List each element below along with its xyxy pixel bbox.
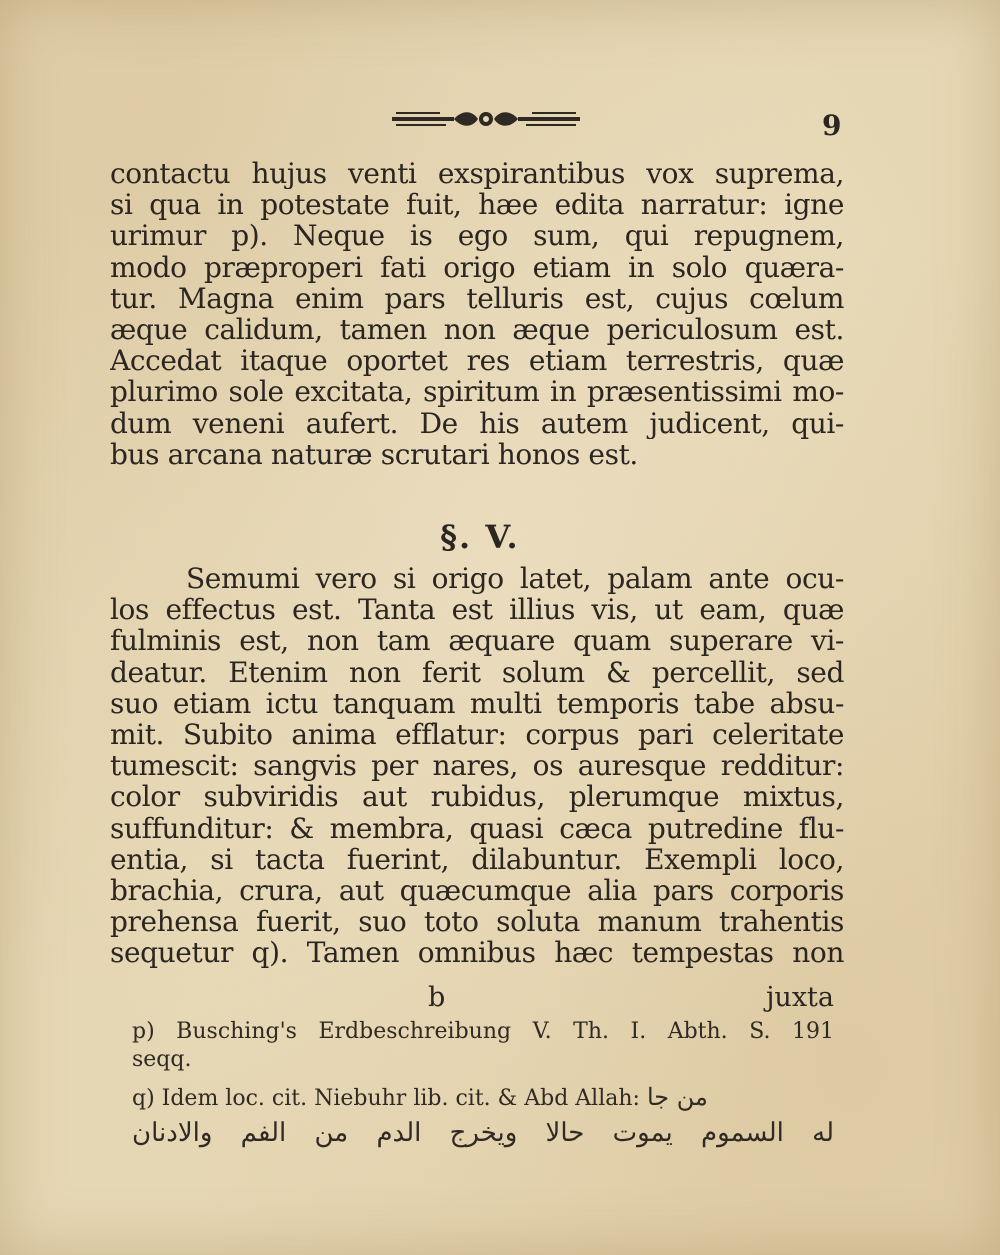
text-line: tur. Magna enim pars telluris est, cujus cœlum xyxy=(110,282,844,314)
text-line: Semumi vero si origo latet, palam ante ocu- xyxy=(186,563,844,595)
text-line: Accedat itaque oportet res etiam terrestris, quæ xyxy=(110,345,844,377)
text-line: entia, si tacta fuerint, dilabuntur. Exempli loco, xyxy=(110,843,844,875)
text-line: æque calidum, tamen non æque periculosum est. xyxy=(110,313,844,346)
text-line: suffunditur: & membra, quasi cæca putredine flu- xyxy=(110,812,844,844)
text-line: prehensa fuerit, suo toto soluta manum trahentis xyxy=(110,906,844,938)
footnote-p xyxy=(132,1018,834,1074)
footnote-latin: q) Idem loc. cit. Niebuhr lib. cit. & Abd Allah: xyxy=(132,1086,640,1111)
text-line: tumescit: sangvis per nares, os auresque redditur: xyxy=(110,750,844,782)
footnote-arabic-inline: من جا xyxy=(646,1083,708,1111)
section-heading: §. V. xyxy=(440,518,520,556)
text-line: urimur p). Neque is ego sum, qui repugnem, xyxy=(110,220,844,252)
signature-mark: b xyxy=(428,982,446,1013)
text-line: plurimo sole excitata, spiritum in præsentissimi mo- xyxy=(110,376,844,408)
text-line: bus arcana naturæ scrutari honos est. xyxy=(110,438,638,470)
footnote-arabic-line: له السموم يموت حالا ويخرج الدم من الفم والادنان xyxy=(132,1118,834,1148)
text-line: sequetur q). Tamen omnibus hæc tempestas non xyxy=(110,937,844,969)
printer-ornament-icon xyxy=(390,108,582,130)
catchword: juxta xyxy=(766,982,834,1013)
text-line: los effectus est. Tanta est illius vis, ut eam, quæ xyxy=(110,594,844,626)
text-line: brachia, crura, aut quæcumque alia pars corporis xyxy=(110,874,844,907)
footnote-line: p) Busching's Erdbeschreibung V. Th. I. Abth. S. 191 xyxy=(132,1019,834,1044)
text-line: suo etiam ictu tanquam multi temporis tabe absu- xyxy=(110,687,844,719)
text-line: contactu hujus venti exspirantibus vox suprema, xyxy=(110,158,844,190)
text-line: si qua in potestate fuit, hæe edita narratur: igne xyxy=(110,189,844,221)
text-line: dum veneni aufert. De his autem judicent, qui- xyxy=(110,407,844,439)
text-line: deatur. Etenim non ferit solum & percellit, sed xyxy=(110,656,844,688)
text-line: fulminis est, non tam æquare quam superare vi- xyxy=(110,625,844,657)
signature-line xyxy=(110,982,834,1013)
footnote-line xyxy=(132,1083,834,1113)
text-line: mit. Subito anima efflatur: corpus pari celeritate xyxy=(110,718,844,751)
footnote-line: seqq. xyxy=(132,1047,192,1072)
paragraph-2 xyxy=(110,563,844,968)
text-line: color subviridis aut rubidus, plerumque mixtus, xyxy=(110,781,844,813)
paragraph-1 xyxy=(110,158,844,470)
page-number: 9 xyxy=(822,109,842,142)
footnotes xyxy=(132,1018,834,1156)
text-line: modo præproperi fati origo etiam in solo quæra- xyxy=(110,251,844,283)
footnote-q xyxy=(132,1083,834,1147)
